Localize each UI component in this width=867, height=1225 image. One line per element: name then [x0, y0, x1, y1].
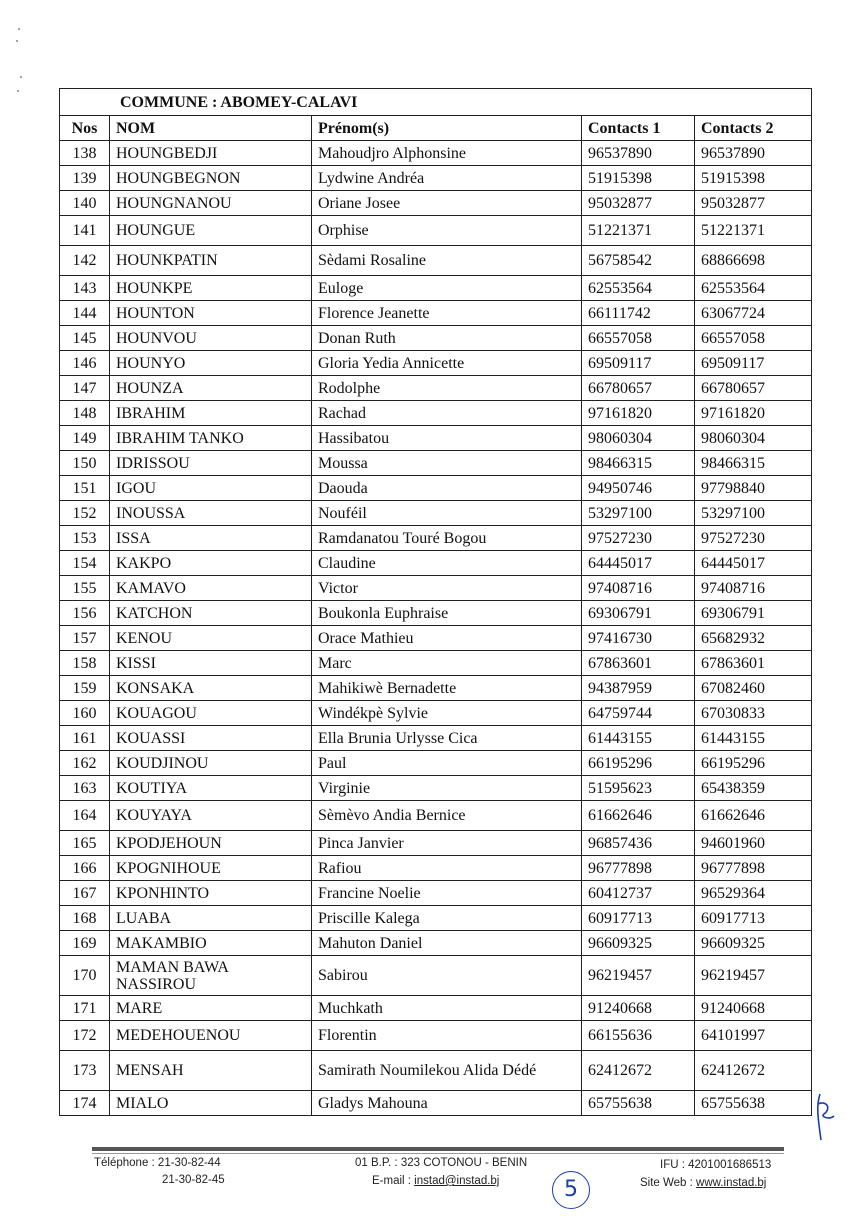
- row-number: 143: [60, 276, 110, 301]
- row-contact-1: 65755638: [582, 1091, 695, 1116]
- row-contact-1: 64445017: [582, 551, 695, 576]
- row-contact-2: 66557058: [695, 326, 812, 351]
- row-prenom: Mahuton Daniel: [312, 931, 582, 956]
- row-nom: KPOGNIHOUE: [110, 856, 312, 881]
- row-prenom: Florentin: [312, 1021, 582, 1051]
- row-nom: MARE: [110, 996, 312, 1021]
- row-prenom: Gladys Mahouna: [312, 1091, 582, 1116]
- scan-speck: [18, 28, 20, 30]
- row-nom: KONSAKA: [110, 676, 312, 701]
- row-contact-1: 66195296: [582, 751, 695, 776]
- row-contact-2: 68866698: [695, 246, 812, 276]
- row-nom: HOUNYO: [110, 351, 312, 376]
- table-row: [60, 141, 812, 166]
- row-number: 167: [60, 881, 110, 906]
- footer-website-label: Site Web :: [640, 1177, 697, 1189]
- row-nom: MENSAH: [110, 1051, 312, 1091]
- row-contact-2: 97161820: [695, 401, 812, 426]
- website-link[interactable]: www.instad.bj: [696, 1177, 767, 1189]
- row-number: 152: [60, 501, 110, 526]
- row-contact-1: 66111742: [582, 301, 695, 326]
- row-number: 174: [60, 1091, 110, 1116]
- row-prenom: Priscille Kalega: [312, 906, 582, 931]
- footer-postal-box: 01 B.P. : 323 COTONOU - BENIN: [355, 1157, 528, 1169]
- commune-title: COMMUNE : ABOMEY-CALAVI: [60, 89, 812, 116]
- row-nom: HOUNGNANOU: [110, 191, 312, 216]
- row-prenom: Boukonla Euphraise: [312, 601, 582, 626]
- table-row: [60, 451, 812, 476]
- row-number: 144: [60, 301, 110, 326]
- row-number: 165: [60, 831, 110, 856]
- row-nom: KAKPO: [110, 551, 312, 576]
- row-number: 166: [60, 856, 110, 881]
- row-prenom: Rachad: [312, 401, 582, 426]
- row-nom: ISSA: [110, 526, 312, 551]
- row-contact-2: 61443155: [695, 726, 812, 751]
- row-contact-2: 98466315: [695, 451, 812, 476]
- row-prenom: Sèdami Rosaline: [312, 246, 582, 276]
- column-header-row: [60, 116, 812, 141]
- row-prenom: Samirath Noumilekou Alida Dédé: [312, 1051, 582, 1091]
- row-contact-1: 96609325: [582, 931, 695, 956]
- table-row: [60, 751, 812, 776]
- row-number: 150: [60, 451, 110, 476]
- commune-header-row: [60, 89, 812, 116]
- row-contact-2: 96529364: [695, 881, 812, 906]
- row-number: 148: [60, 401, 110, 426]
- row-nom: KOUTIYA: [110, 776, 312, 801]
- row-contact-2: 91240668: [695, 996, 812, 1021]
- row-nom: KOUAGOU: [110, 701, 312, 726]
- scan-speck: [16, 40, 18, 42]
- row-contact-1: 62553564: [582, 276, 695, 301]
- table-row: [60, 576, 812, 601]
- row-contact-2: 97408716: [695, 576, 812, 601]
- row-contact-1: 66557058: [582, 326, 695, 351]
- row-contact-1: 96219457: [582, 956, 695, 996]
- row-nom: KPONHINTO: [110, 881, 312, 906]
- table-row: [60, 426, 812, 451]
- row-number: 142: [60, 246, 110, 276]
- row-contact-2: 65682932: [695, 626, 812, 651]
- footer-telephone-2: 21-30-82-45: [162, 1174, 225, 1186]
- row-contact-1: 98466315: [582, 451, 695, 476]
- row-number: 149: [60, 426, 110, 451]
- table-row: [60, 476, 812, 501]
- footer-divider: [92, 1147, 784, 1151]
- row-number: 169: [60, 931, 110, 956]
- row-prenom: Orphise: [312, 216, 582, 246]
- row-contact-1: 56758542: [582, 246, 695, 276]
- row-nom: HOUNKPE: [110, 276, 312, 301]
- header-contact-1: Contacts 1: [582, 116, 695, 141]
- row-nom: KENOU: [110, 626, 312, 651]
- row-prenom: Pinca Janvier: [312, 831, 582, 856]
- row-number: 160: [60, 701, 110, 726]
- row-number: 161: [60, 726, 110, 751]
- header-prenom: Prénom(s): [312, 116, 582, 141]
- row-prenom: Sèmèvo Andia Bernice: [312, 801, 582, 831]
- row-prenom: Virginie: [312, 776, 582, 801]
- row-number: 158: [60, 651, 110, 676]
- row-number: 147: [60, 376, 110, 401]
- row-contact-2: 51221371: [695, 216, 812, 246]
- header-nos: Nos: [60, 116, 110, 141]
- table-row: [60, 776, 812, 801]
- row-nom: IDRISSOU: [110, 451, 312, 476]
- row-contact-2: 66195296: [695, 751, 812, 776]
- row-number: 170: [60, 956, 110, 996]
- row-contact-2: 96537890: [695, 141, 812, 166]
- signature-mark: [812, 1092, 838, 1142]
- row-contact-2: 51915398: [695, 166, 812, 191]
- row-nom: HOUNGBEDJI: [110, 141, 312, 166]
- row-contact-1: 94387959: [582, 676, 695, 701]
- scan-speck: [20, 76, 22, 78]
- row-prenom: Marc: [312, 651, 582, 676]
- row-number: 151: [60, 476, 110, 501]
- row-contact-1: 60917713: [582, 906, 695, 931]
- table-row: [60, 216, 812, 246]
- row-prenom: Rodolphe: [312, 376, 582, 401]
- row-prenom: Victor: [312, 576, 582, 601]
- row-nom: KAMAVO: [110, 576, 312, 601]
- table-row: [60, 301, 812, 326]
- row-number: 156: [60, 601, 110, 626]
- row-number: 153: [60, 526, 110, 551]
- row-nom: MAKAMBIO: [110, 931, 312, 956]
- table-row: [60, 626, 812, 651]
- row-prenom: Euloge: [312, 276, 582, 301]
- table-row: [60, 551, 812, 576]
- row-prenom: Nouféil: [312, 501, 582, 526]
- scan-speck: [17, 90, 19, 92]
- row-prenom: Ella Brunia Urlysse Cica: [312, 726, 582, 751]
- row-contact-2: 69509117: [695, 351, 812, 376]
- row-prenom: Hassibatou: [312, 426, 582, 451]
- row-number: 141: [60, 216, 110, 246]
- table-row: [60, 1051, 812, 1091]
- row-contact-2: 97527230: [695, 526, 812, 551]
- table-row: [60, 801, 812, 831]
- row-contact-2: 64101997: [695, 1021, 812, 1051]
- row-nom: HOUNKPATIN: [110, 246, 312, 276]
- row-contact-1: 94950746: [582, 476, 695, 501]
- table-row: [60, 831, 812, 856]
- row-nom: HOUNTON: [110, 301, 312, 326]
- table-row: [60, 1091, 812, 1116]
- row-contact-1: 51915398: [582, 166, 695, 191]
- row-nom: MAMAN BAWA NASSIROU: [110, 956, 312, 996]
- table-row: [60, 526, 812, 551]
- table-row: [60, 601, 812, 626]
- row-contact-1: 51221371: [582, 216, 695, 246]
- row-contact-1: 96777898: [582, 856, 695, 881]
- row-contact-1: 96857436: [582, 831, 695, 856]
- row-prenom: Donan Ruth: [312, 326, 582, 351]
- row-contact-1: 69509117: [582, 351, 695, 376]
- table-row: [60, 401, 812, 426]
- footer-telephone: Téléphone : 21-30-82-44: [94, 1157, 221, 1169]
- row-contact-2: 63067724: [695, 301, 812, 326]
- row-prenom: Orace Mathieu: [312, 626, 582, 651]
- row-contact-1: 97161820: [582, 401, 695, 426]
- row-number: 164: [60, 801, 110, 831]
- row-nom: HOUNVOU: [110, 326, 312, 351]
- row-nom: LUABA: [110, 906, 312, 931]
- row-contact-2: 60917713: [695, 906, 812, 931]
- row-contact-2: 67082460: [695, 676, 812, 701]
- footer-divider-thin: [92, 1153, 784, 1154]
- row-contact-2: 96219457: [695, 956, 812, 996]
- row-nom: HOUNGBEGNON: [110, 166, 312, 191]
- row-nom: INOUSSA: [110, 501, 312, 526]
- row-prenom: Mahikiwè Bernadette: [312, 676, 582, 701]
- row-contact-1: 97408716: [582, 576, 695, 601]
- row-contact-2: 96777898: [695, 856, 812, 881]
- row-contact-1: 98060304: [582, 426, 695, 451]
- table-row: [60, 376, 812, 401]
- row-prenom: Gloria Yedia Annicette: [312, 351, 582, 376]
- footer-email-label: E-mail :: [372, 1175, 415, 1187]
- row-contact-1: 61662646: [582, 801, 695, 831]
- row-contact-1: 53297100: [582, 501, 695, 526]
- row-contact-2: 62553564: [695, 276, 812, 301]
- row-nom: KOUASSI: [110, 726, 312, 751]
- row-nom: IGOU: [110, 476, 312, 501]
- row-nom: KPODJEHOUN: [110, 831, 312, 856]
- row-prenom: Ramdanatou Touré Bogou: [312, 526, 582, 551]
- row-prenom: Muchkath: [312, 996, 582, 1021]
- email-link[interactable]: instad@instad.bj: [414, 1175, 500, 1187]
- row-contact-1: 69306791: [582, 601, 695, 626]
- row-nom: KATCHON: [110, 601, 312, 626]
- row-contact-2: 66780657: [695, 376, 812, 401]
- row-nom: MEDEHOUENOU: [110, 1021, 312, 1051]
- table-row: [60, 246, 812, 276]
- row-prenom: Mahoudjro Alphonsine: [312, 141, 582, 166]
- row-nom: KOUDJINOU: [110, 751, 312, 776]
- table-row: [60, 1021, 812, 1051]
- row-prenom: Lydwine Andréa: [312, 166, 582, 191]
- row-nom: KISSI: [110, 651, 312, 676]
- row-contact-1: 97527230: [582, 526, 695, 551]
- row-contact-1: 67863601: [582, 651, 695, 676]
- row-number: 157: [60, 626, 110, 651]
- table-row: [60, 651, 812, 676]
- row-number: 171: [60, 996, 110, 1021]
- table-row: [60, 996, 812, 1021]
- row-number: 162: [60, 751, 110, 776]
- table-row: [60, 906, 812, 931]
- table-row: [60, 351, 812, 376]
- row-contact-2: 96609325: [695, 931, 812, 956]
- row-number: 140: [60, 191, 110, 216]
- row-contact-2: 67863601: [695, 651, 812, 676]
- row-prenom: Francine Noelie: [312, 881, 582, 906]
- row-number: 154: [60, 551, 110, 576]
- table-row: [60, 956, 812, 996]
- row-number: 138: [60, 141, 110, 166]
- table-row: [60, 166, 812, 191]
- row-contact-1: 61443155: [582, 726, 695, 751]
- row-contact-1: 66780657: [582, 376, 695, 401]
- table-row: [60, 276, 812, 301]
- row-nom: IBRAHIM TANKO: [110, 426, 312, 451]
- row-number: 155: [60, 576, 110, 601]
- row-number: 146: [60, 351, 110, 376]
- row-contact-1: 95032877: [582, 191, 695, 216]
- table-row: [60, 676, 812, 701]
- row-prenom: Paul: [312, 751, 582, 776]
- row-contact-2: 64445017: [695, 551, 812, 576]
- row-contact-1: 97416730: [582, 626, 695, 651]
- row-number: 145: [60, 326, 110, 351]
- row-contact-1: 60412737: [582, 881, 695, 906]
- row-contact-2: 98060304: [695, 426, 812, 451]
- row-number: 139: [60, 166, 110, 191]
- row-contact-1: 51595623: [582, 776, 695, 801]
- row-prenom: Oriane Josee: [312, 191, 582, 216]
- row-contact-1: 62412672: [582, 1051, 695, 1091]
- footer-ifu: IFU : 4201001686513: [660, 1159, 772, 1171]
- table-row: [60, 856, 812, 881]
- table-row: [60, 931, 812, 956]
- row-nom: KOUYAYA: [110, 801, 312, 831]
- row-contact-2: 61662646: [695, 801, 812, 831]
- row-prenom: Florence Jeanette: [312, 301, 582, 326]
- row-number: 173: [60, 1051, 110, 1091]
- footer-website: [640, 1177, 766, 1189]
- header-contact-2: Contacts 2: [695, 116, 812, 141]
- page-number-circle: 5: [552, 1171, 590, 1209]
- row-prenom: Claudine: [312, 551, 582, 576]
- row-contact-1: 91240668: [582, 996, 695, 1021]
- row-number: 163: [60, 776, 110, 801]
- table-row: [60, 701, 812, 726]
- row-contact-2: 95032877: [695, 191, 812, 216]
- row-contact-1: 96537890: [582, 141, 695, 166]
- table-row: [60, 191, 812, 216]
- row-contact-2: 65438359: [695, 776, 812, 801]
- row-nom: HOUNZA: [110, 376, 312, 401]
- row-nom: MIALO: [110, 1091, 312, 1116]
- row-contact-2: 62412672: [695, 1051, 812, 1091]
- row-prenom: Rafiou: [312, 856, 582, 881]
- row-contact-2: 65755638: [695, 1091, 812, 1116]
- row-contact-2: 67030833: [695, 701, 812, 726]
- row-number: 172: [60, 1021, 110, 1051]
- row-prenom: Windékpè Sylvie: [312, 701, 582, 726]
- contacts-table: [59, 88, 812, 1116]
- row-nom: HOUNGUE: [110, 216, 312, 246]
- row-contact-1: 66155636: [582, 1021, 695, 1051]
- row-contact-2: 69306791: [695, 601, 812, 626]
- table-row: [60, 501, 812, 526]
- row-number: 159: [60, 676, 110, 701]
- row-number: 168: [60, 906, 110, 931]
- table-row: [60, 326, 812, 351]
- row-contact-2: 53297100: [695, 501, 812, 526]
- row-prenom: Moussa: [312, 451, 582, 476]
- row-nom: IBRAHIM: [110, 401, 312, 426]
- table-body: [60, 141, 812, 1116]
- row-prenom: Sabirou: [312, 956, 582, 996]
- footer-email: [372, 1175, 499, 1187]
- row-prenom: Daouda: [312, 476, 582, 501]
- row-contact-2: 94601960: [695, 831, 812, 856]
- header-nom: NOM: [110, 116, 312, 141]
- table-row: [60, 726, 812, 751]
- row-contact-1: 64759744: [582, 701, 695, 726]
- row-contact-2: 97798840: [695, 476, 812, 501]
- table-row: [60, 881, 812, 906]
